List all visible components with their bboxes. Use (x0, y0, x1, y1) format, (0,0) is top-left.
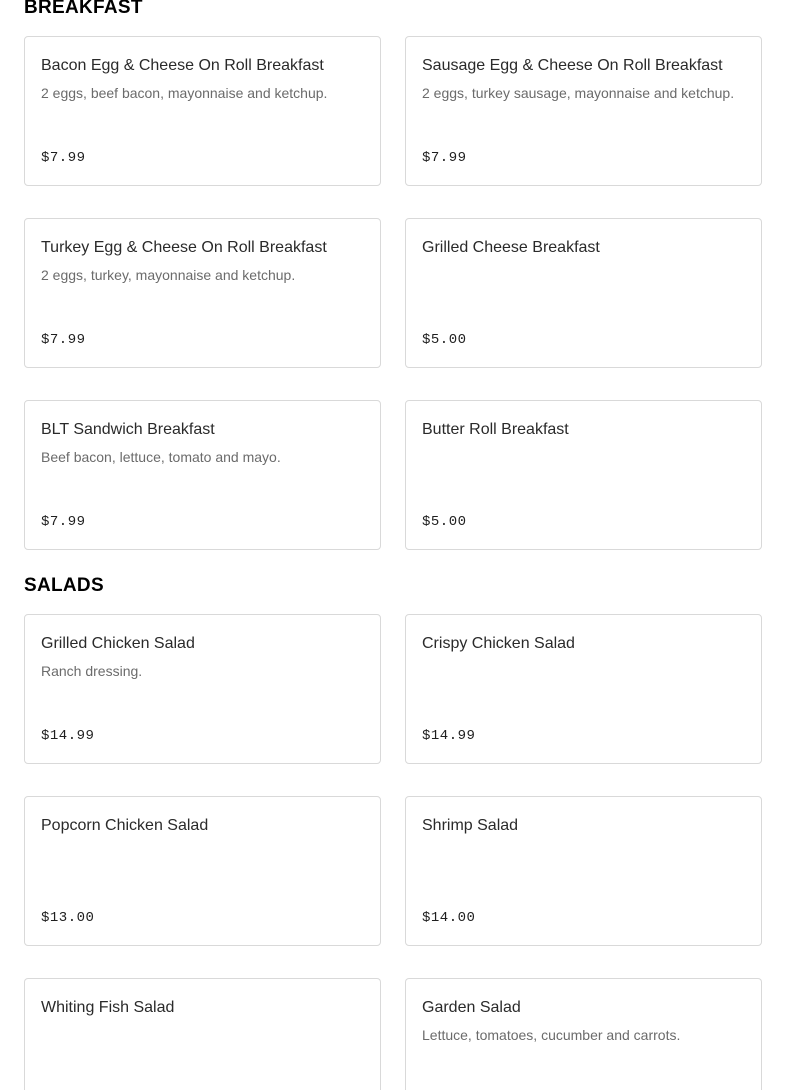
menu-item-name: Grilled Chicken Salad (41, 635, 195, 652)
menu-item-description: 2 eggs, turkey, mayonnaise and ketchup. (41, 267, 296, 283)
section-title-salads: SALADS (24, 575, 104, 596)
menu-item-name: Popcorn Chicken Salad (41, 817, 209, 834)
menu-item-card[interactable] (405, 400, 762, 550)
menu-item-description: Beef bacon, lettuce, tomato and mayo. (41, 449, 281, 465)
menu-item-description: 2 eggs, beef bacon, mayonnaise and ketchup. (41, 85, 328, 101)
menu-item-name: BLT Sandwich Breakfast (41, 421, 215, 438)
menu-item-name: Butter Roll Breakfast (422, 421, 569, 438)
menu-item-card[interactable] (405, 978, 762, 1090)
menu-item-name: Turkey Egg & Cheese On Roll Breakfast (41, 239, 327, 256)
menu-item-name: Crispy Chicken Salad (422, 635, 575, 652)
menu-item-card[interactable] (405, 218, 762, 368)
menu-item-card[interactable] (24, 218, 381, 368)
menu-item-name: Bacon Egg & Cheese On Roll Breakfast (41, 57, 324, 74)
menu-item-price: $14.99 (422, 728, 476, 744)
menu-item-description: Lettuce, tomatoes, cucumber and carrots. (422, 1027, 681, 1043)
menu-item-card[interactable] (24, 36, 381, 186)
menu-item-card[interactable] (405, 796, 762, 946)
menu-item-price: $7.99 (41, 514, 86, 530)
menu-item-card[interactable] (405, 614, 762, 764)
menu-item-price: $7.99 (41, 332, 86, 348)
menu-item-name: Shrimp Salad (422, 817, 519, 834)
menu-item-price: $7.99 (422, 150, 467, 166)
menu-item-price: $13.00 (41, 910, 95, 926)
menu-item-card[interactable] (405, 36, 762, 186)
menu-item-description: Ranch dressing. (41, 663, 143, 679)
menu-item-card[interactable] (24, 978, 381, 1090)
menu-item-name: Whiting Fish Salad (41, 999, 175, 1016)
menu-item-card[interactable] (24, 614, 381, 764)
menu-item-price: $14.00 (422, 910, 476, 926)
menu-item-price: $5.00 (422, 514, 467, 530)
menu-item-price: $5.00 (422, 332, 467, 348)
menu-item-price: $7.99 (41, 150, 86, 166)
menu-item-name: Sausage Egg & Cheese On Roll Breakfast (422, 57, 723, 74)
menu-item-name: Garden Salad (422, 999, 521, 1016)
menu-item-description: 2 eggs, turkey sausage, mayonnaise and ketchup. (422, 85, 735, 101)
section-title-breakfast: BREAKFAST (24, 0, 143, 18)
menu-item-name: Grilled Cheese Breakfast (422, 239, 600, 256)
menu-item-card[interactable] (24, 400, 381, 550)
menu-item-price: $14.99 (41, 728, 95, 744)
menu-item-card[interactable] (24, 796, 381, 946)
